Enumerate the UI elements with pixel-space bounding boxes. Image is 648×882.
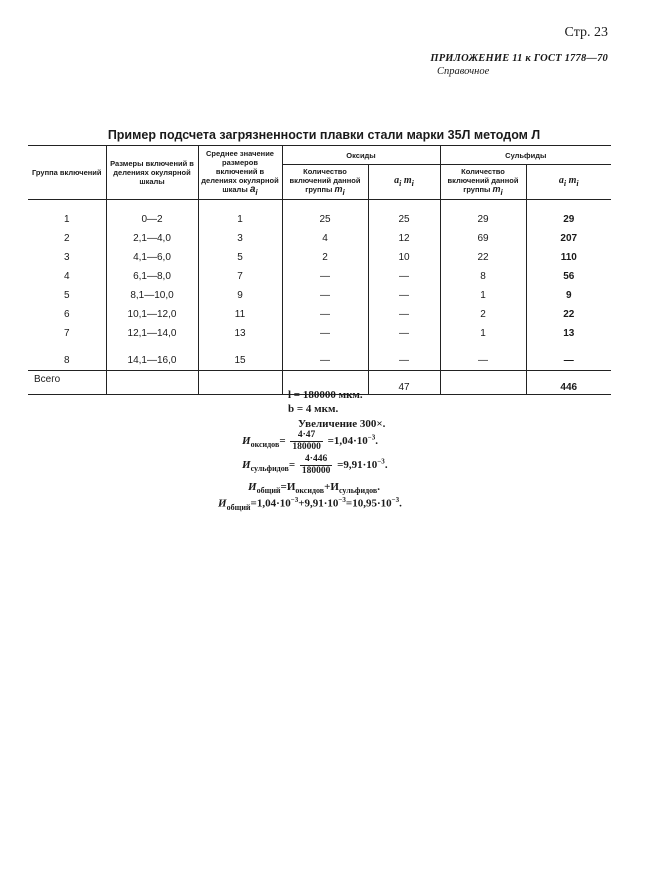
appendix-heading: ПРИЛОЖЕНИЕ 11 к ГОСТ 1778—70 bbox=[430, 53, 608, 64]
col-header-group: Группа включений bbox=[28, 146, 106, 200]
row-avg: 11 bbox=[198, 305, 282, 324]
row-su-count: 1 bbox=[440, 324, 526, 343]
row-sizes: 2,1—4,0 bbox=[106, 229, 198, 248]
row-ox-product: — bbox=[368, 343, 440, 371]
row-su-count: 29 bbox=[440, 200, 526, 230]
col-header-oxides: Оксиды bbox=[282, 146, 440, 165]
reference-label: Справочное bbox=[437, 66, 490, 77]
formula-magnification: Увеличение 300×. bbox=[298, 418, 386, 430]
table-row bbox=[28, 229, 611, 248]
col-header-su-count: Количество включений данной группы $m_i$ bbox=[440, 165, 526, 200]
table-row bbox=[28, 343, 611, 371]
row-su-product: 29 bbox=[526, 200, 611, 230]
row-su-count: — bbox=[440, 343, 526, 371]
table-row bbox=[28, 200, 611, 230]
page-number: Стр. 23 bbox=[564, 25, 608, 40]
row-sizes: 4,1—6,0 bbox=[106, 248, 198, 267]
col-header-sizes: Размеры включений в делениях окулярной шкалы bbox=[106, 146, 198, 200]
row-su-product: 110 bbox=[526, 248, 611, 267]
row-su-product: 56 bbox=[526, 267, 611, 286]
row-ox-count: — bbox=[282, 324, 368, 343]
col-header-ox-count: Количество включений данной группы $m_i$ bbox=[282, 165, 368, 200]
row-ox-count: — bbox=[282, 267, 368, 286]
formula-l: l = 180000 мкм. bbox=[288, 389, 363, 401]
row-avg: 1 bbox=[198, 200, 282, 230]
row-su-count: 1 bbox=[440, 286, 526, 305]
row-avg: 3 bbox=[198, 229, 282, 248]
row-sizes: 6,1—8,0 bbox=[106, 267, 198, 286]
formula-total-definition: $И_{общий}=И_{оксидов}+И_{сульфидов}$. bbox=[248, 481, 380, 496]
row-sizes: 14,1—16,0 bbox=[106, 343, 198, 371]
row-su-count: 22 bbox=[440, 248, 526, 267]
row-ox-count: 25 bbox=[282, 200, 368, 230]
total-cell-empty bbox=[440, 371, 526, 395]
table-body bbox=[28, 200, 611, 371]
row-avg: 5 bbox=[198, 248, 282, 267]
table-row bbox=[28, 324, 611, 343]
table-row bbox=[28, 286, 611, 305]
formula-b: b = 4 мкм. bbox=[288, 403, 339, 415]
col-header-sulfides: Сульфиды bbox=[440, 146, 611, 165]
row-sizes: 12,1—14,0 bbox=[106, 324, 198, 343]
row-ox-product: — bbox=[368, 324, 440, 343]
inclusions-table bbox=[28, 145, 611, 395]
row-su-count: 69 bbox=[440, 229, 526, 248]
row-ox-count: — bbox=[282, 343, 368, 371]
row-su-product: 207 bbox=[526, 229, 611, 248]
row-group: 7 bbox=[28, 324, 106, 343]
total-cell-empty bbox=[106, 371, 198, 395]
row-ox-product: 10 bbox=[368, 248, 440, 267]
row-ox-count: 4 bbox=[282, 229, 368, 248]
total-ox-product: 47 bbox=[368, 371, 440, 395]
row-ox-product: 25 bbox=[368, 200, 440, 230]
row-group: 6 bbox=[28, 305, 106, 324]
total-label: Всего bbox=[28, 371, 106, 395]
row-group: 2 bbox=[28, 229, 106, 248]
formula-total-value: $И_{общий}=1,04\cdot 10^{-3}+9,91\cdot 10^{-3}=10,95\cdot 10^{-3}$. bbox=[218, 496, 402, 512]
total-su-product: 446 bbox=[526, 371, 611, 395]
row-ox-product: — bbox=[368, 267, 440, 286]
row-ox-count: — bbox=[282, 286, 368, 305]
row-su-count: 2 bbox=[440, 305, 526, 324]
row-su-product: — bbox=[526, 343, 611, 371]
row-ox-product: — bbox=[368, 286, 440, 305]
row-group: 5 bbox=[28, 286, 106, 305]
row-su-product: 9 bbox=[526, 286, 611, 305]
col-header-su-product: $a_i$ $m_i$ bbox=[526, 165, 611, 200]
row-ox-product: 12 bbox=[368, 229, 440, 248]
row-sizes: 0—2 bbox=[106, 200, 198, 230]
row-group: 3 bbox=[28, 248, 106, 267]
row-group: 1 bbox=[28, 200, 106, 230]
row-group: 8 bbox=[28, 343, 106, 371]
row-avg: 9 bbox=[198, 286, 282, 305]
row-ox-count: 2 bbox=[282, 248, 368, 267]
row-sizes: 8,1—10,0 bbox=[106, 286, 198, 305]
row-su-product: 13 bbox=[526, 324, 611, 343]
total-cell-empty bbox=[198, 371, 282, 395]
row-avg: 7 bbox=[198, 267, 282, 286]
table-row bbox=[28, 248, 611, 267]
table-row bbox=[28, 305, 611, 324]
col-header-ox-product: $a_i$ $m_i$ bbox=[368, 165, 440, 200]
row-avg: 15 bbox=[198, 343, 282, 371]
row-avg: 13 bbox=[198, 324, 282, 343]
formula-sulfides: $И_{сульфидов}=$ $\frac{4\cdot 446}{180000}$ $=9,91\cdot 10^{-3}$. bbox=[242, 454, 388, 476]
col-header-avg: Среднее значение размеров включений в делениях окулярной шкалы $a_i$ bbox=[198, 146, 282, 200]
row-sizes: 10,1—12,0 bbox=[106, 305, 198, 324]
table-title: Пример подсчета загрязненности плавки стали марки 35Л методом Л bbox=[107, 128, 541, 142]
row-ox-product: — bbox=[368, 305, 440, 324]
row-su-product: 22 bbox=[526, 305, 611, 324]
row-ox-count: — bbox=[282, 305, 368, 324]
formula-oxides: $И_{оксидов}=$ $\frac{4\cdot 47}{180000}$ $=1,04\cdot 10^{-3}$. bbox=[242, 430, 379, 452]
row-su-count: 8 bbox=[440, 267, 526, 286]
row-group: 4 bbox=[28, 267, 106, 286]
table-row bbox=[28, 267, 611, 286]
